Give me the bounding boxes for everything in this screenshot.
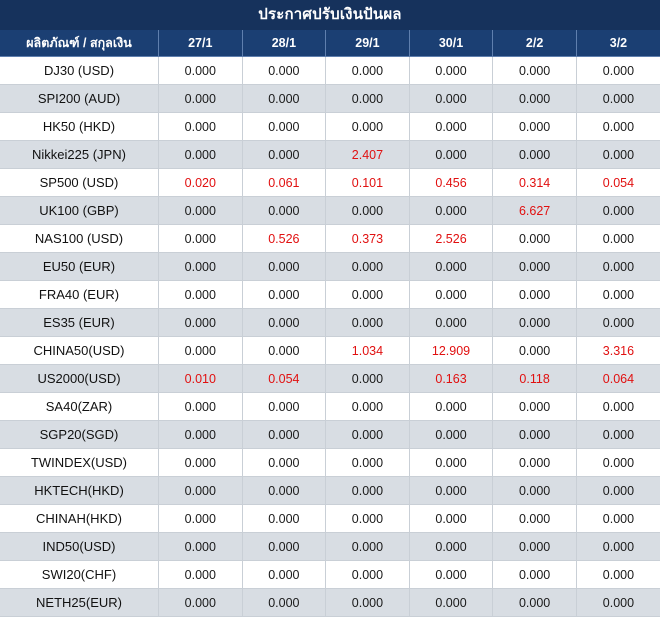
table-row	[0, 589, 660, 617]
row-label: DJ30 (USD)	[0, 57, 159, 85]
dividend-table	[0, 30, 660, 617]
table-row	[0, 169, 660, 197]
row-label: HKTECH(HKD)	[0, 477, 159, 505]
dividend-cell: 0.054	[576, 169, 660, 197]
dividend-cell: 0.054	[242, 365, 326, 393]
table-row	[0, 197, 660, 225]
table-row	[0, 57, 660, 85]
table-row	[0, 225, 660, 253]
dividend-cell: 0.000	[159, 309, 243, 337]
dividend-cell: 0.373	[326, 225, 410, 253]
dividend-cell: 0.000	[242, 57, 326, 85]
row-label: CHINA50(USD)	[0, 337, 159, 365]
row-label: ES35 (EUR)	[0, 309, 159, 337]
dividend-cell: 0.000	[409, 197, 493, 225]
dividend-cell: 1.034	[326, 337, 410, 365]
dividend-cell: 0.000	[159, 253, 243, 281]
dividend-cell: 0.000	[493, 561, 577, 589]
dividend-cell: 0.000	[493, 253, 577, 281]
row-label: SGP20(SGD)	[0, 421, 159, 449]
dividend-cell: 0.000	[159, 281, 243, 309]
dividend-cell: 0.000	[576, 225, 660, 253]
dividend-cell: 0.000	[409, 141, 493, 169]
dividend-cell: 0.000	[409, 561, 493, 589]
dividend-cell: 0.000	[493, 449, 577, 477]
dividend-cell: 0.000	[242, 197, 326, 225]
column-header-27-1: 27/1	[159, 30, 243, 57]
dividend-cell: 0.000	[159, 477, 243, 505]
row-label: IND50(USD)	[0, 533, 159, 561]
dividend-cell: 0.000	[242, 141, 326, 169]
dividend-cell: 3.316	[576, 337, 660, 365]
dividend-cell: 0.000	[493, 113, 577, 141]
dividend-cell: 0.000	[409, 113, 493, 141]
dividend-cell: 0.000	[326, 309, 410, 337]
dividend-cell: 0.000	[576, 477, 660, 505]
table-row	[0, 141, 660, 169]
table-row	[0, 561, 660, 589]
table-row	[0, 393, 660, 421]
dividend-cell: 0.000	[159, 225, 243, 253]
dividend-cell: 0.000	[576, 253, 660, 281]
table-row	[0, 365, 660, 393]
table-row	[0, 281, 660, 309]
dividend-cell: 0.000	[493, 309, 577, 337]
dividend-cell: 0.000	[242, 393, 326, 421]
dividend-cell: 0.000	[576, 197, 660, 225]
row-label: SP500 (USD)	[0, 169, 159, 197]
dividend-cell: 0.118	[493, 365, 577, 393]
table-row	[0, 309, 660, 337]
row-label: NETH25(EUR)	[0, 589, 159, 617]
row-label: UK100 (GBP)	[0, 197, 159, 225]
dividend-cell: 0.000	[326, 505, 410, 533]
row-label: SA40(ZAR)	[0, 393, 159, 421]
dividend-cell: 0.000	[326, 393, 410, 421]
dividend-cell: 0.000	[159, 141, 243, 169]
dividend-cell: 0.000	[409, 449, 493, 477]
dividend-cell: 0.000	[242, 449, 326, 477]
dividend-cell: 0.000	[576, 505, 660, 533]
dividend-cell: 0.000	[576, 421, 660, 449]
dividend-cell: 0.000	[576, 141, 660, 169]
dividend-cell: 0.000	[493, 57, 577, 85]
dividend-cell: 0.000	[493, 393, 577, 421]
column-header-3-2: 3/2	[576, 30, 660, 57]
dividend-cell: 0.000	[159, 421, 243, 449]
dividend-cell: 2.407	[326, 141, 410, 169]
row-label: SPI200 (AUD)	[0, 85, 159, 113]
table-row	[0, 477, 660, 505]
dividend-cell: 6.627	[493, 197, 577, 225]
dividend-cell: 0.000	[159, 393, 243, 421]
dividend-cell: 12.909	[409, 337, 493, 365]
dividend-cell: 0.000	[493, 141, 577, 169]
dividend-cell: 0.000	[326, 281, 410, 309]
dividend-cell: 0.000	[326, 253, 410, 281]
dividend-cell: 0.000	[409, 393, 493, 421]
dividend-cell: 0.000	[159, 85, 243, 113]
dividend-cell: 0.000	[326, 421, 410, 449]
row-label: TWINDEX(USD)	[0, 449, 159, 477]
row-label: HK50 (HKD)	[0, 113, 159, 141]
dividend-cell: 0.000	[242, 561, 326, 589]
row-label: SWI20(CHF)	[0, 561, 159, 589]
dividend-cell: 0.000	[493, 421, 577, 449]
dividend-cell: 0.000	[409, 589, 493, 617]
dividend-cell: 0.000	[409, 57, 493, 85]
row-label: US2000(USD)	[0, 365, 159, 393]
table-row	[0, 113, 660, 141]
table-header	[0, 30, 660, 57]
dividend-cell: 0.000	[576, 449, 660, 477]
dividend-cell: 0.000	[409, 253, 493, 281]
dividend-cell: 0.000	[242, 253, 326, 281]
dividend-cell: 0.000	[409, 533, 493, 561]
dividend-cell: 0.000	[242, 281, 326, 309]
dividend-cell: 0.000	[242, 85, 326, 113]
table-row	[0, 253, 660, 281]
dividend-cell: 0.000	[576, 85, 660, 113]
table-body	[0, 57, 660, 617]
column-header-2-2: 2/2	[493, 30, 577, 57]
dividend-cell: 0.000	[242, 113, 326, 141]
dividend-cell: 0.000	[493, 589, 577, 617]
dividend-cell: 0.000	[493, 533, 577, 561]
dividend-cell: 0.000	[242, 505, 326, 533]
dividend-cell: 0.000	[326, 449, 410, 477]
dividend-cell: 0.000	[493, 85, 577, 113]
column-header-28-1: 28/1	[242, 30, 326, 57]
dividend-cell: 0.000	[242, 337, 326, 365]
table-row	[0, 449, 660, 477]
row-label: EU50 (EUR)	[0, 253, 159, 281]
dividend-cell: 0.000	[159, 589, 243, 617]
dividend-cell: 0.000	[409, 477, 493, 505]
dividend-cell: 0.000	[242, 421, 326, 449]
dividend-cell: 0.000	[409, 281, 493, 309]
dividend-cell: 0.000	[326, 533, 410, 561]
dividend-cell: 0.064	[576, 365, 660, 393]
dividend-cell: 0.000	[326, 477, 410, 505]
row-label: CHINAH(HKD)	[0, 505, 159, 533]
table-row	[0, 533, 660, 561]
dividend-cell: 0.000	[326, 85, 410, 113]
dividend-cell: 0.456	[409, 169, 493, 197]
dividend-cell: 0.000	[159, 197, 243, 225]
dividend-cell: 0.526	[242, 225, 326, 253]
dividend-cell: 0.000	[242, 309, 326, 337]
row-label: NAS100 (USD)	[0, 225, 159, 253]
dividend-cell: 0.000	[409, 421, 493, 449]
column-header-30-1: 30/1	[409, 30, 493, 57]
dividend-cell: 0.000	[576, 533, 660, 561]
dividend-cell: 0.000	[326, 365, 410, 393]
dividend-cell: 0.000	[159, 533, 243, 561]
dividend-cell: 0.000	[242, 533, 326, 561]
dividend-cell: 0.000	[576, 113, 660, 141]
table-row	[0, 85, 660, 113]
dividend-cell: 0.000	[576, 57, 660, 85]
dividend-cell: 0.000	[242, 477, 326, 505]
table-row	[0, 337, 660, 365]
dividend-cell: 0.000	[326, 113, 410, 141]
row-label: FRA40 (EUR)	[0, 281, 159, 309]
dividend-cell: 0.020	[159, 169, 243, 197]
dividend-cell: 0.010	[159, 365, 243, 393]
column-header-29-1: 29/1	[326, 30, 410, 57]
dividend-cell: 0.000	[159, 561, 243, 589]
dividend-cell: 0.000	[493, 225, 577, 253]
dividend-cell: 2.526	[409, 225, 493, 253]
dividend-cell: 0.000	[493, 505, 577, 533]
dividend-cell: 0.000	[326, 589, 410, 617]
dividend-cell: 0.000	[326, 561, 410, 589]
dividend-cell: 0.000	[159, 449, 243, 477]
dividend-cell: 0.000	[576, 589, 660, 617]
dividend-cell: 0.000	[576, 393, 660, 421]
dividend-cell: 0.000	[326, 57, 410, 85]
header-row	[0, 30, 660, 57]
dividend-cell: 0.000	[159, 57, 243, 85]
dividend-cell: 0.000	[409, 85, 493, 113]
dividend-cell: 0.000	[493, 281, 577, 309]
dividend-cell: 0.000	[326, 197, 410, 225]
table-row	[0, 505, 660, 533]
dividend-cell: 0.000	[576, 309, 660, 337]
dividend-cell: 0.000	[159, 113, 243, 141]
dividend-cell: 0.000	[493, 477, 577, 505]
dividend-cell: 0.000	[159, 337, 243, 365]
dividend-cell: 0.000	[576, 281, 660, 309]
column-header-product: ผลิตภัณฑ์ / สกุลเงิน	[0, 30, 159, 57]
dividend-cell: 0.000	[409, 309, 493, 337]
table-row	[0, 421, 660, 449]
dividend-cell: 0.000	[493, 337, 577, 365]
dividend-cell: 0.000	[576, 561, 660, 589]
row-label: Nikkei225 (JPN)	[0, 141, 159, 169]
dividend-cell: 0.314	[493, 169, 577, 197]
dividend-cell: 0.101	[326, 169, 410, 197]
page-title: ประกาศปรับเงินปันผล	[0, 0, 660, 30]
dividend-cell: 0.163	[409, 365, 493, 393]
dividend-cell: 0.000	[409, 505, 493, 533]
dividend-cell: 0.000	[242, 589, 326, 617]
dividend-cell: 0.061	[242, 169, 326, 197]
dividend-cell: 0.000	[159, 505, 243, 533]
